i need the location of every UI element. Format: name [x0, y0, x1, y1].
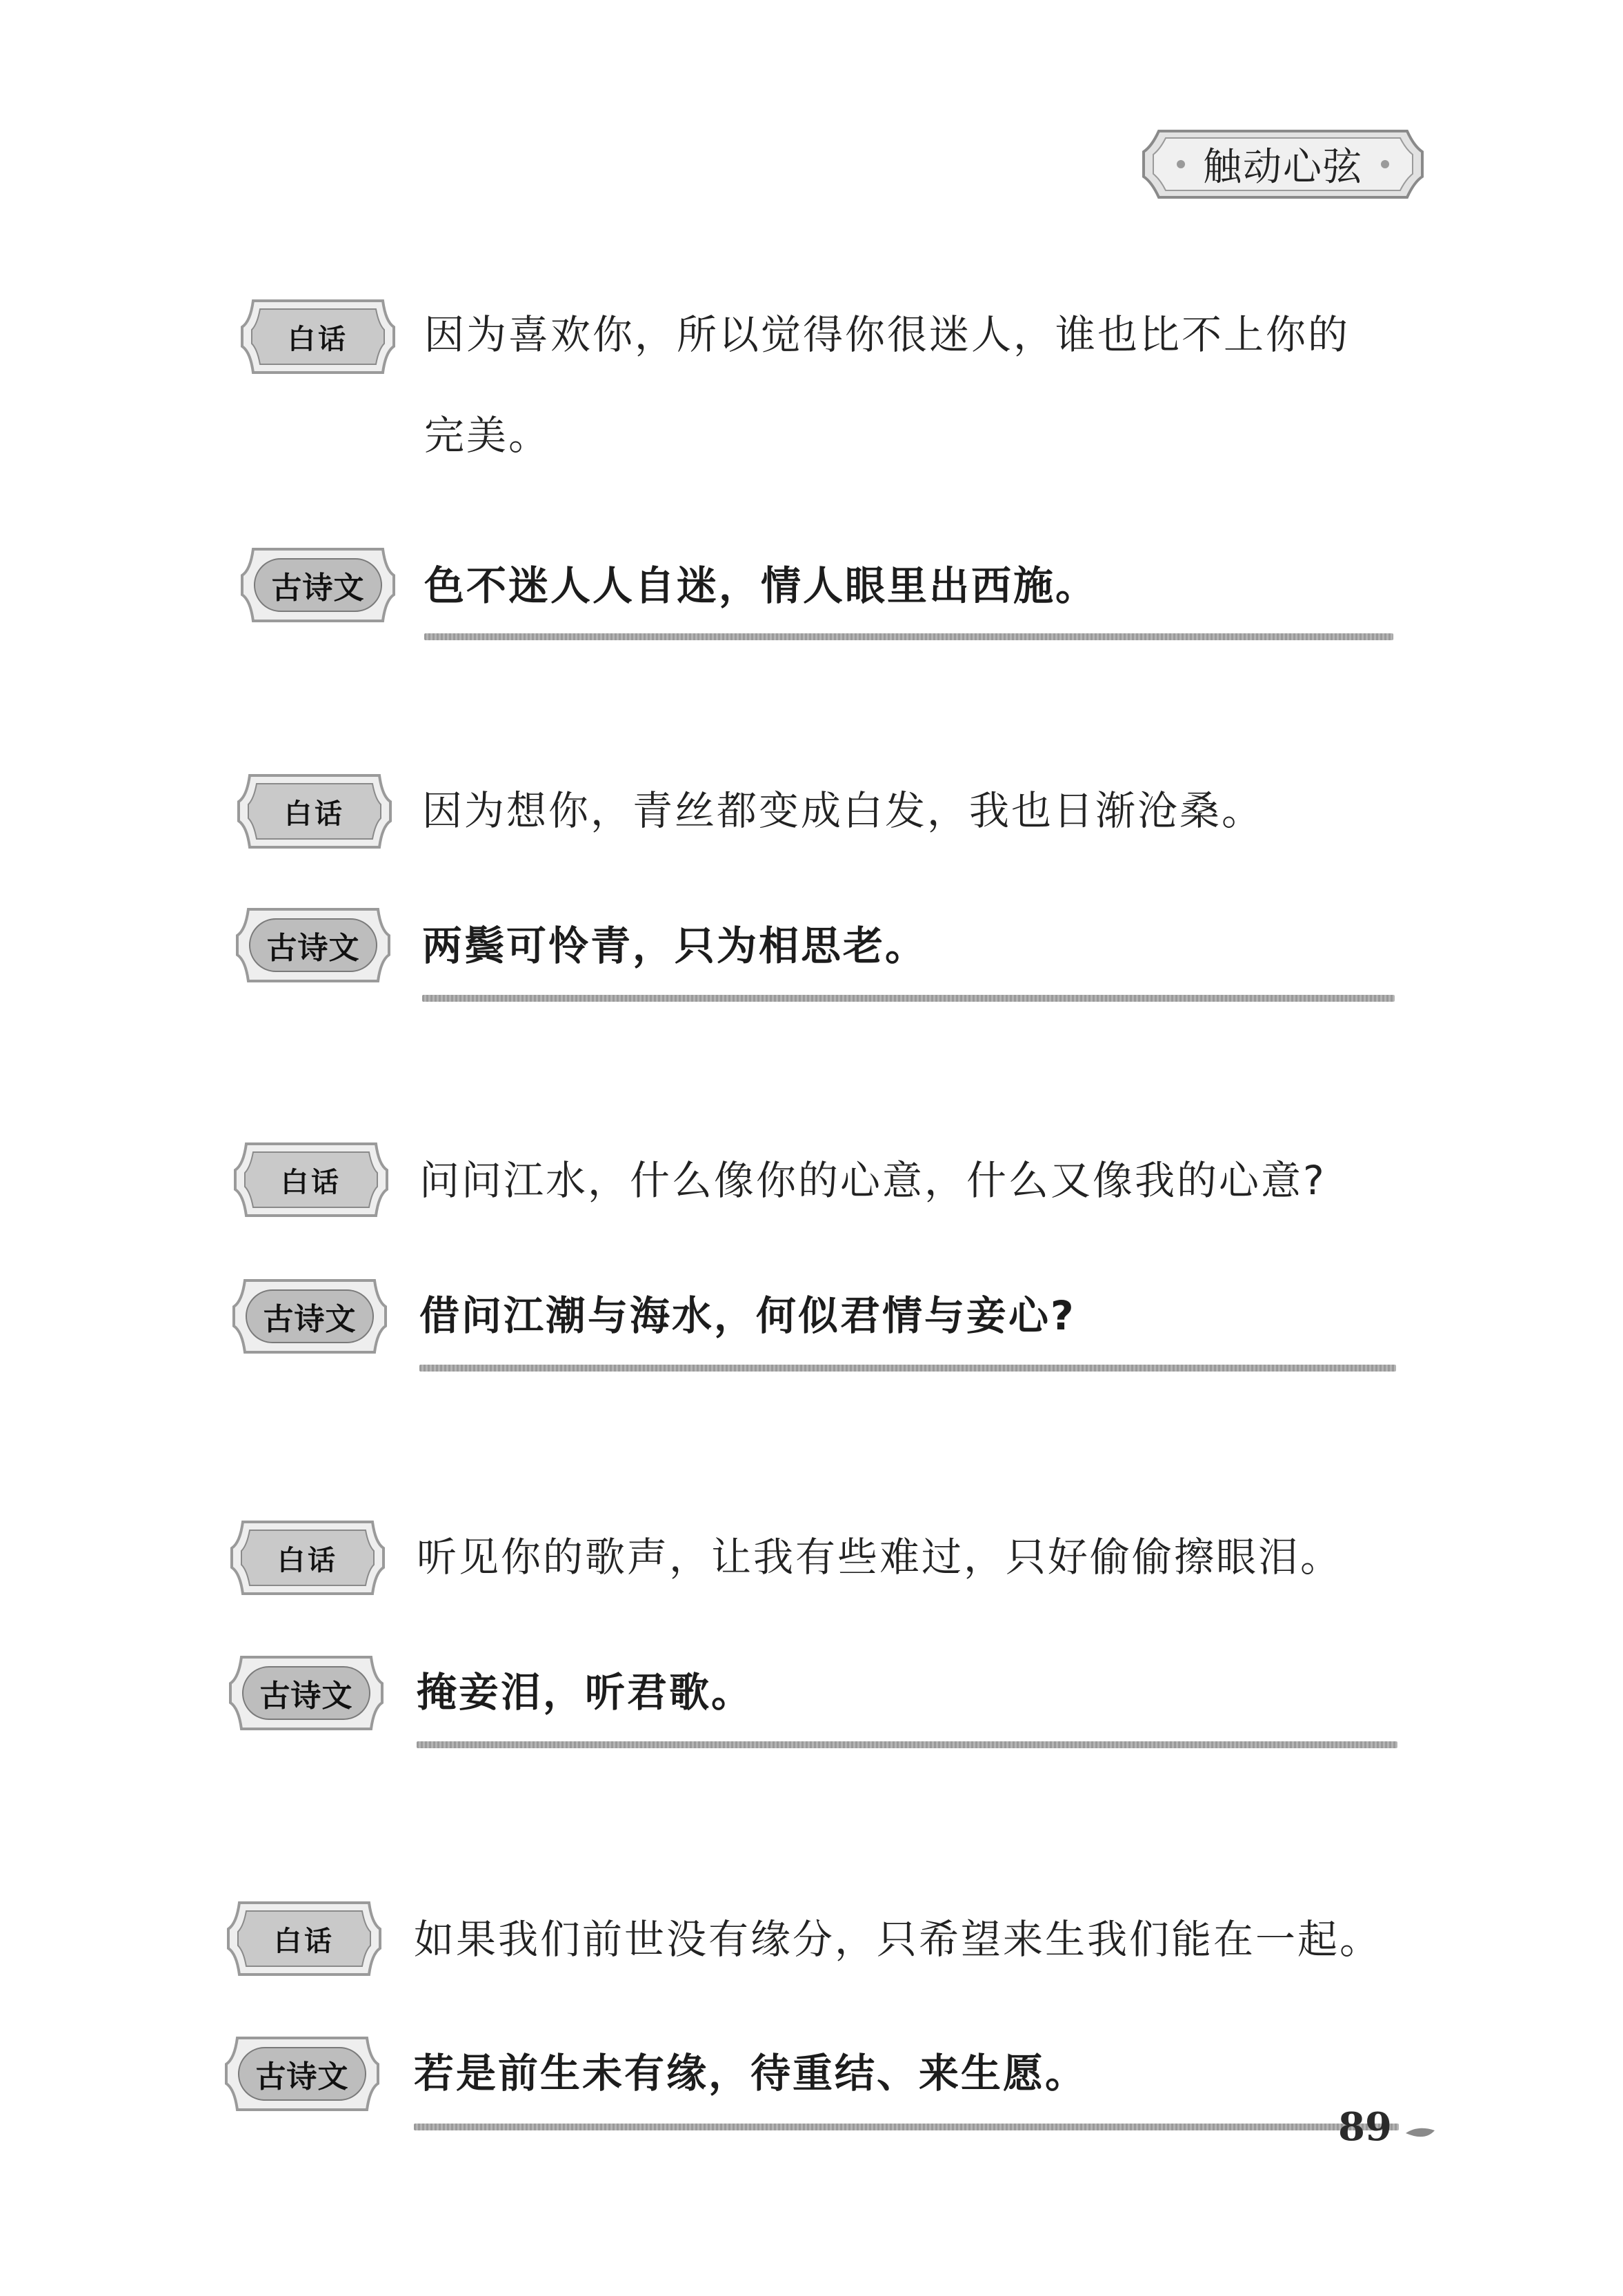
chapter-badge: [1138, 126, 1428, 203]
chapter-title: 触动心弦: [1203, 145, 1363, 190]
leaf-ornament-icon: [1404, 2125, 1436, 2141]
classic-text-line: 借问江潮与海水，何似君情与妾心?: [419, 1292, 1076, 1339]
classic-text-line: 掩妾泪，听君歌。: [417, 1669, 754, 1716]
classic-label: 古诗文: [255, 2059, 349, 2095]
plain-label: 白话: [288, 323, 348, 355]
plain-label-tag: [238, 294, 398, 379]
divider-rule: [424, 633, 1393, 640]
classic-label-tag: [238, 542, 398, 628]
plain-text-line: 问问江水，什么像你的心意，什么又像我的心意?: [419, 1157, 1326, 1204]
classic-label: 古诗文: [271, 571, 365, 606]
plain-label-tag: [235, 769, 395, 854]
classic-label-tag: [226, 1650, 386, 1736]
divider-rule: [422, 995, 1395, 1002]
classic-text-line: 若是前生未有缘，待重结、来生愿。: [414, 2050, 1088, 2097]
plain-label-tag: [231, 1137, 391, 1223]
classic-text-line: 色不迷人人自迷，情人眼里出西施。: [424, 562, 1098, 609]
plain-text-line: 因为想你，青丝都变成白发，我也日渐沧桑。: [422, 787, 1264, 834]
classic-text-line: 两鬓可怜青，只为相思老。: [422, 922, 928, 969]
plain-label: 白话: [277, 1544, 338, 1576]
plain-label-tag: [228, 1515, 388, 1601]
classic-label: 古诗文: [259, 1679, 353, 1714]
divider-rule: [417, 1741, 1397, 1748]
divider-rule: [414, 2124, 1399, 2130]
classic-label-tag: [230, 1274, 390, 1359]
classic-label: 古诗文: [263, 1302, 357, 1337]
plain-label-tag: [224, 1896, 384, 1981]
plain-label: 白话: [274, 1925, 335, 1957]
classic-label: 古诗文: [266, 931, 360, 966]
plain-text-line: 听见你的歌声，让我有些难过，只好偷偷擦眼泪。: [417, 1534, 1343, 1581]
classic-label-tag: [233, 902, 393, 988]
divider-rule: [419, 1365, 1396, 1372]
plain-text-line: 完美。: [424, 412, 551, 459]
plain-label: 白话: [281, 1166, 341, 1198]
plain-text-line: 如果我们前世没有缘分，只希望来生我们能在一起。: [414, 1916, 1382, 1963]
page-number: 89: [1338, 2104, 1392, 2150]
plain-text-line: 因为喜欢你，所以觉得你很迷人，谁也比不上你的: [424, 311, 1351, 358]
plain-label: 白话: [284, 798, 345, 830]
classic-label-tag: [222, 2031, 382, 2117]
